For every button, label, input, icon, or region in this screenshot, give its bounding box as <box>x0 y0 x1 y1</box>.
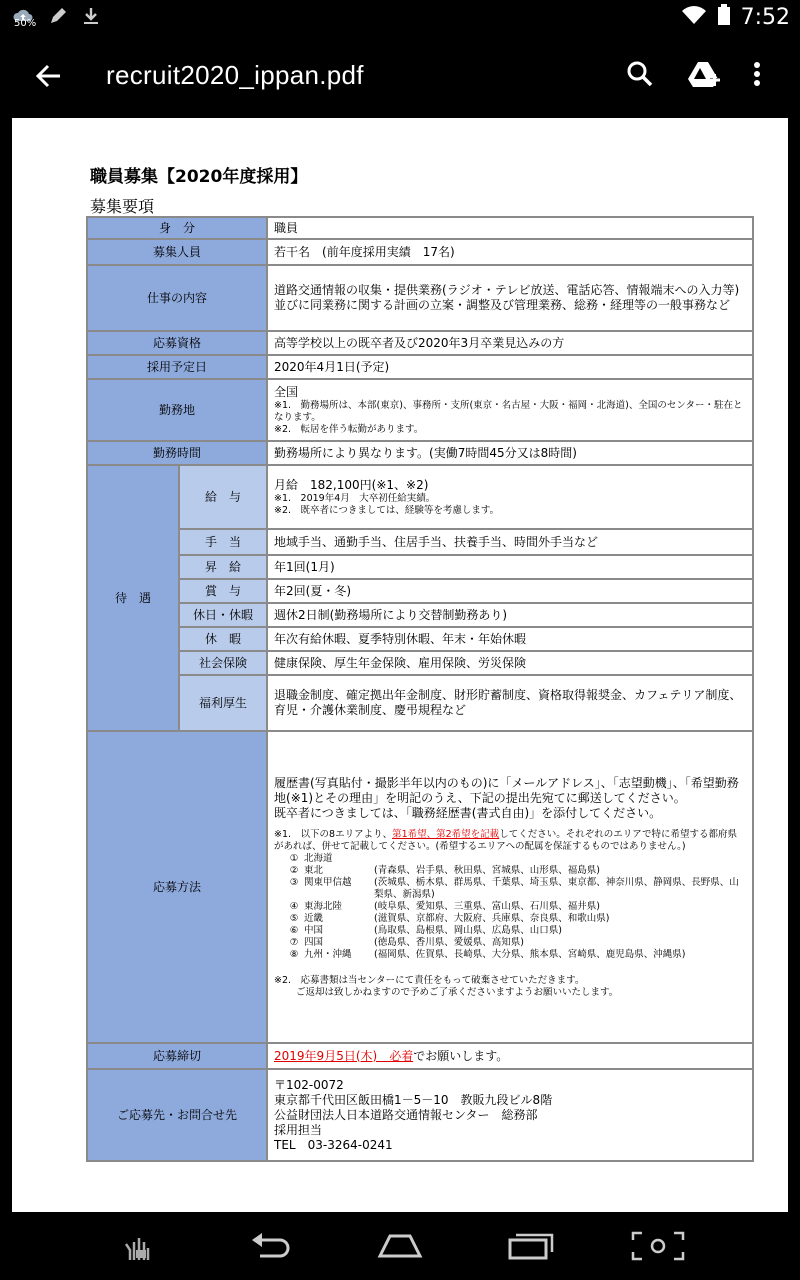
hoho-note2: ※2. 応募書類は当センターにて責任をもって破棄させていただきます。 <box>274 974 585 986</box>
area-num: ⑤ <box>289 912 299 924</box>
row-label: 応募締切 <box>87 1043 267 1069</box>
row-value: 年1回(1月) <box>267 555 753 579</box>
row-label: 募集人員 <box>87 239 267 265</box>
hoho-note1 <box>274 829 746 853</box>
row-value: 2020年4月1日(予定) <box>267 355 753 379</box>
area-name: 中国 <box>304 924 324 936</box>
row-value <box>267 731 753 1043</box>
contact-line: 公益財団法人日本道路交通情報センター 総務部 <box>274 1107 538 1122</box>
row-label: 福利厚生 <box>179 675 267 731</box>
back-nav-icon[interactable] <box>248 1230 294 1264</box>
back-arrow-icon[interactable] <box>34 62 62 94</box>
row-shigoto <box>87 265 753 331</box>
row-label: 勤務地 <box>87 379 267 441</box>
area-name: 東北 <box>304 864 324 876</box>
row-value: 年次有給休暇、夏季特別休暇、年末・年始休暇 <box>267 627 753 651</box>
hoho-p2: 既卒者につきましては、「職務経歴書(書式自由)」を添付してください。 <box>274 805 662 820</box>
area-prefs: (福岡県、佐賀県、長崎県、大分県、熊本県、宮崎県、鹿児島県、沖縄県) <box>374 948 686 960</box>
row-value: 職員 <box>267 217 753 239</box>
contact-line: TEL 03-3264-0241 <box>274 1137 393 1152</box>
row-value: 道路交通情報の収集・提供業務(ラジオ・テレビ放送、電話応答、情報端末への入力等)並びに同業務に関する計画の立案・調整及び管理業務、総務・経理等の一般事務など <box>267 265 753 331</box>
pencil-icon <box>48 6 68 30</box>
kinmuchi-note2: ※2. 転居を伴う転勤があります。 <box>274 423 424 435</box>
row-kyuyo <box>87 465 753 529</box>
row-mibun <box>87 217 753 239</box>
row-value: 退職金制度、確定拠出年金制度、財形貯蓄制度、資格取得報奨金、カフェテリア制度、育児・介護休業制度、慶弔規程など <box>267 675 753 731</box>
row-shoyo <box>87 579 753 603</box>
pdf-page <box>12 118 788 1212</box>
row-label: 勤務時間 <box>87 441 267 465</box>
area-item <box>284 853 746 865</box>
recruit-heading: 職員募集【2020年度採用】 <box>90 167 308 187</box>
row-value: 勤務場所により異なります。(実働7時間45分又は8時間) <box>267 441 753 465</box>
row-label: 休日・休暇 <box>179 603 267 627</box>
area-num: ① <box>289 852 299 864</box>
area-item <box>284 865 746 877</box>
row-shikaku <box>87 331 753 355</box>
area-num: ⑦ <box>289 936 299 948</box>
area-prefs: (茨城県、栃木県、群馬県、千葉県、埼玉県、東京都、神奈川県、静岡県、長野県、山梨県、新潟県) <box>374 876 739 900</box>
accessibility-gesture-icon[interactable] <box>122 1230 156 1268</box>
area-name: 四国 <box>304 936 324 948</box>
row-value: 年2回(夏・冬) <box>267 579 753 603</box>
row-value: 地域手当、通勤手当、住居手当、扶養手当、時間外手当など <box>267 529 753 555</box>
row-label: ご応募先・お問合せ先 <box>87 1069 267 1161</box>
row-value <box>267 379 753 441</box>
app-bar <box>0 36 800 116</box>
contact-line: 採用担当 <box>274 1122 323 1137</box>
row-label: 身 分 <box>87 217 267 239</box>
recents-nav-icon[interactable] <box>506 1230 554 1264</box>
area-name: 近畿 <box>304 912 324 924</box>
row-jikan <box>87 441 753 465</box>
area-name: 関東甲信越 <box>304 876 352 888</box>
area-name: 九州・沖縄 <box>304 948 352 960</box>
row-label: 応募資格 <box>87 331 267 355</box>
row-ninzu <box>87 239 753 265</box>
area-item <box>284 901 746 913</box>
note1-pre: ※1. 以下の8エリアより、 <box>274 828 393 840</box>
row-value: 高等学校以上の既卒者及び2020年3月卒業見込みの方 <box>267 331 753 355</box>
overflow-menu-icon[interactable] <box>752 60 762 92</box>
wifi-icon <box>681 5 707 29</box>
area-name: 東海北陸 <box>304 900 343 912</box>
search-icon[interactable] <box>626 60 654 92</box>
note1-red: 第1希望、第2希望を記載 <box>392 828 500 840</box>
area-prefs: (鳥取県、島根県、岡山県、広島県、山口県) <box>374 924 562 936</box>
row-kinmuchi <box>87 379 753 441</box>
status-bar <box>0 0 800 36</box>
row-label: 休 暇 <box>179 627 267 651</box>
area-prefs: (青森県、岩手県、秋田県、宮城県、山形県、福島県) <box>374 864 600 876</box>
contact-line: 〒102-0072 <box>274 1077 344 1092</box>
kinmuchi-note1: ※1. 勤務場所は、本部(東京)、事務所・支所(東京・名古屋・大阪・福岡・北海道)、全国のセンター・駐在となります。 <box>274 399 743 423</box>
area-num: ⑧ <box>289 948 299 960</box>
row-value: 週休2日制(勤務場所により交替制勤務あり) <box>267 603 753 627</box>
area-num: ⑥ <box>289 924 299 936</box>
area-item <box>284 877 746 901</box>
row-value <box>267 1043 753 1069</box>
row-shimekiri <box>87 1043 753 1069</box>
recruit-subheading: 募集要項 <box>90 197 155 216</box>
battery-icon <box>717 4 731 30</box>
row-kyujitsu <box>87 603 753 627</box>
row-label: 応募方法 <box>87 731 267 1043</box>
kyuyo-value: 月給 182,100円(※1、※2) <box>274 477 429 492</box>
row-value: 若干名 (前年度採用実績 17名) <box>267 239 753 265</box>
area-item <box>284 913 746 925</box>
row-label: 社会保険 <box>179 651 267 675</box>
area-num: ④ <box>289 900 299 912</box>
area-prefs: (徳島県、香川県、愛媛県、高知県) <box>374 936 524 948</box>
deadline-date: 2019年9月5日(木) 必着 <box>274 1048 414 1063</box>
kyuyo-note2: ※2. 既卒者につきましては、経験等を考慮します。 <box>274 504 500 516</box>
row-teate <box>87 529 753 555</box>
area-list <box>284 853 746 961</box>
area-name: 北海道 <box>304 852 333 864</box>
row-hoho <box>87 731 753 1043</box>
area-prefs: (岐阜県、愛知県、三重県、富山県、石川県、福井県) <box>374 900 600 912</box>
row-yoteibi <box>87 355 753 379</box>
requirements-table <box>86 216 754 1162</box>
row-kyuka <box>87 627 753 651</box>
row-label: 給 与 <box>179 465 267 529</box>
document-title: recruit2020_ippan.pdf <box>106 60 364 90</box>
area-prefs: (滋賀県、京都府、大阪府、兵庫県、奈良県、和歌山県) <box>374 912 610 924</box>
taigu-label: 待 遇 <box>87 465 179 731</box>
drive-add-icon[interactable] <box>688 60 720 94</box>
battery-percent: 50% <box>14 18 37 29</box>
row-fukuri <box>87 675 753 731</box>
row-label: 仕事の内容 <box>87 265 267 331</box>
kinmuchi-value: 全国 <box>274 384 299 399</box>
screenshot-icon[interactable] <box>630 1230 686 1266</box>
row-label: 手 当 <box>179 529 267 555</box>
area-item <box>284 949 746 961</box>
row-hoken <box>87 651 753 675</box>
navigation-bar <box>0 1212 800 1280</box>
kyuyo-note1: ※1. 2019年4月 大卒初任給実績。 <box>274 492 436 504</box>
row-label: 採用予定日 <box>87 355 267 379</box>
area-item <box>284 925 746 937</box>
clock: 7:52 <box>740 4 790 30</box>
area-item <box>284 937 746 949</box>
area-num: ③ <box>289 876 299 888</box>
hoho-note2b: ご返却は致しかねますので予めご了承くださいますようお願いいたします。 <box>296 986 619 998</box>
contact-line: 東京都千代田区飯田橋1－5－10 教販九段ビル8階 <box>274 1092 553 1107</box>
row-shokyu <box>87 555 753 579</box>
row-toiawase <box>87 1069 753 1161</box>
row-label: 昇 給 <box>179 555 267 579</box>
row-value: 健康保険、厚生年金保険、雇用保険、労災保険 <box>267 651 753 675</box>
row-label: 賞 与 <box>179 579 267 603</box>
download-icon <box>82 6 100 30</box>
row-value <box>267 465 753 529</box>
deadline-suffix: でお願いします。 <box>413 1048 509 1063</box>
row-value <box>267 1069 753 1161</box>
note1-post: してください。それぞれのエリアで特に希望する都府県があれば、併せて記載してください。(希望するエリアへの配属を保証するものではありません。) <box>274 828 737 852</box>
area-num: ② <box>289 864 299 876</box>
home-nav-icon[interactable] <box>376 1230 424 1264</box>
hoho-p1: 履歴書(写真貼付・撮影半年以内のもの)に「メールアドレス」、「志望動機」、「希望勤務地(※1)とその理由」を明記のうえ、下記の提出先宛てに郵送してください。 <box>274 775 739 805</box>
